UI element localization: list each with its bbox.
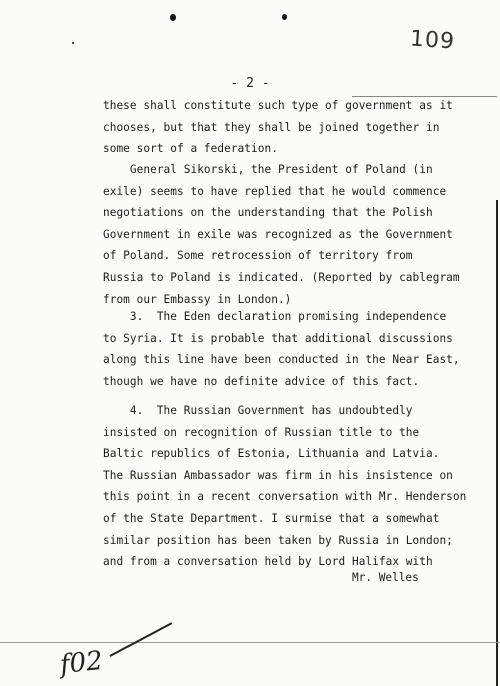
text-line: negotiations on the understanding that the Polish: [103, 206, 433, 220]
scan-speck: [72, 42, 74, 44]
text-line: Russia to Poland is indicated. (Reported by cablegram: [103, 270, 460, 284]
handwritten-annotation: f02: [58, 645, 105, 681]
handwritten-page-number: 109: [409, 26, 456, 55]
text-line: insisted on recognition of Russian title to the: [103, 425, 420, 439]
paragraph-1: [103, 95, 493, 160]
text-line: exile) seems to have replied that he would commence: [103, 184, 447, 198]
text-line: The Russian Ambassador was firm in his insistence on: [103, 468, 453, 482]
paragraph-3: [103, 306, 493, 392]
text-line: Government in exile was recognized as the Government: [103, 227, 453, 241]
text-line: to Syria. It is probable that additional discussions: [103, 331, 453, 345]
bottom-rule: [0, 642, 500, 643]
text-line: chooses, but that they shall be joined together in: [103, 120, 440, 134]
text-line: some sort of a federation.: [103, 142, 278, 156]
handwritten-stroke: [110, 622, 173, 657]
text-line: this point in a recent conversation with Mr. Henderson: [103, 490, 467, 504]
text-line: and from a conversation held by Lord Halifax with: [103, 555, 433, 569]
scan-speck: [170, 14, 176, 21]
text-line: General Sikorski, the President of Poland (in: [103, 163, 433, 176]
catchword: Mr. Welles: [352, 571, 419, 584]
text-line: 3. The Eden declaration promising independence: [103, 310, 447, 323]
text-line: these shall constitute such type of government as it: [103, 99, 453, 112]
text-line: of Poland. Some retrocession of territory from: [103, 249, 413, 263]
paragraph-2: [103, 159, 493, 310]
text-line: along this line have been conducted in the Near East,: [103, 353, 460, 367]
scan-speck: [282, 14, 287, 20]
text-line: of the State Department. I surmise that a somewhat: [103, 511, 440, 525]
text-line: from our Embassy in London.): [103, 292, 292, 306]
text-line: similar position has been taken by Russia in London;: [103, 533, 453, 547]
page-number: - 2 -: [230, 76, 270, 91]
paragraph-4: [103, 400, 493, 573]
text-line: Baltic republics of Estonia, Lithuania and Latvia.: [103, 447, 440, 461]
scan-edge-rule: [496, 200, 498, 686]
text-line: though we have no definite advice of this fact.: [103, 374, 420, 388]
text-line: 4. The Russian Government has undoubtedly: [103, 404, 413, 417]
